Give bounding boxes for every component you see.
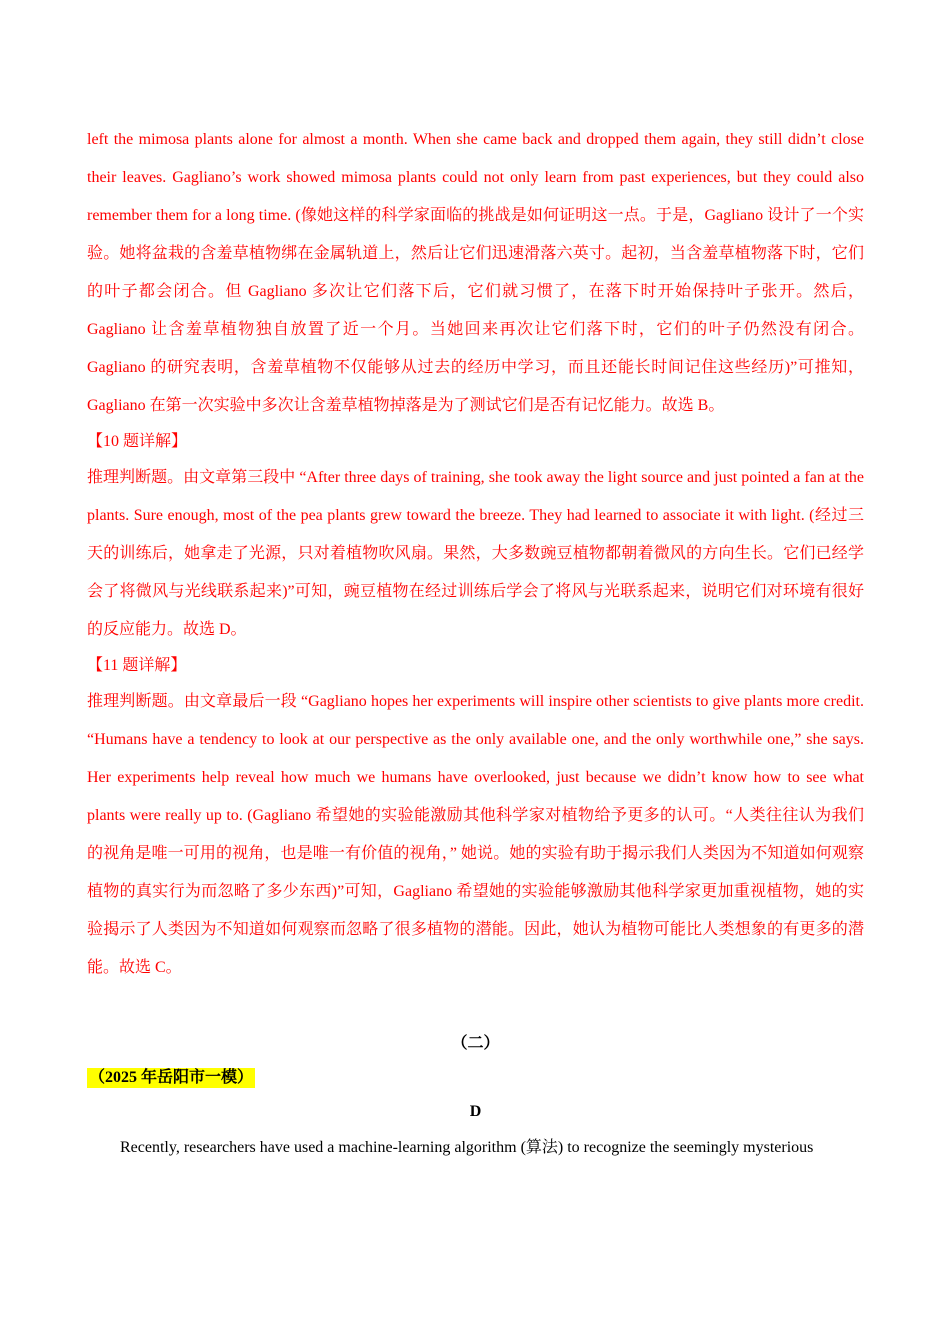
document-page bbox=[87, 121, 864, 1167]
section-number: （二） bbox=[451, 1035, 500, 1052]
passage-section bbox=[87, 1027, 864, 1167]
q10-heading: 【10 题详解】 bbox=[87, 433, 188, 450]
q10-explanation: 推理判断题。由文章第三段中 “After three days of training, she took away the light source and just pointed a fan at the plants. Sure enough, most of the pea plants grew toward the breeze. They had learned to associate it with light. (经过三天的训练后，她拿走了光源，只对着植物吹风扇。果然，大多数豌豆植物都朝着微风的方向生长。它们已经学会了将微风与光线联系起来)”可知，豌豆植物在经过训练后学会了将风与光联系起来，说明它们对环境有很好的反应能力。故选 D。 bbox=[87, 469, 864, 638]
passage-letter: D bbox=[469, 1103, 482, 1120]
source-tag: （2025 年岳阳市一模） bbox=[89, 1069, 254, 1086]
passage-first-line: Recently, researchers have used a machine-learning algorithm (算法) to recognize the seemingly mysterious bbox=[120, 1139, 814, 1156]
explanation-9-continued: left the mimosa plants alone for almost a month. When she came back and dropped them again, they still didn’t close their leaves. Gagliano’s work showed mimosa plants could not only learn from past experiences, but they could also remember them for a long time. (像她这样的科学家面临的挑战是如何证明这一点。于是，Gagliano 设计了一个实验。她将盆栽的含羞草植物绑在金属轨道上，然后让它们迅速滑落六英寸。起初，当含羞草植物落下时，它们的叶子都会闭合。但 Gagliano 多次让它们落下后，它们就习惯了，在落下时开始保持叶子张开。然后，Gagliano 让含羞草植物独自放置了近一个月。当她回来再次让它们落下时，它们的叶子仍然没有闭合。Gagliano 的研究表明，含羞草植物不仅能够从过去的经历中学习，而且还能长时间记住这些经历)”可推知，Gagliano 在第一次实验中多次让含羞草植物掉落是为了测试它们是否有记忆能力。故选 B。 bbox=[87, 131, 864, 414]
q11-heading: 【11 题详解】 bbox=[87, 657, 187, 674]
q11-explanation: 推理判断题。由文章最后一段 “Gagliano hopes her experiments will inspire other scientists to give plants more credit. “Humans have a tendency to look at our perspective as the only available one, and the only worthwhile one,” she says. Her experiments help reveal how much we humans have overlooked, just because we didn’t know how to see what plants were really up to. (Gagliano 希望她的实验能激励其他科学家对植物给予更多的认可。“人类往往认为我们的视角是唯一可用的视角，也是唯一有价值的视角，” 她说。她的实验有助于揭示我们人类因为不知道如何观察植物的真实行为而忽略了多少东西)”可知，Gagliano 希望她的实验能够激励其他科学家更加重视植物，她的实验揭示了人类因为不知道如何观察而忽略了很多植物的潜能。因此，她认为植物可能比人类想象的有更多的潜能。故选 C。 bbox=[87, 693, 864, 976]
source-tag-line bbox=[87, 1061, 864, 1095]
